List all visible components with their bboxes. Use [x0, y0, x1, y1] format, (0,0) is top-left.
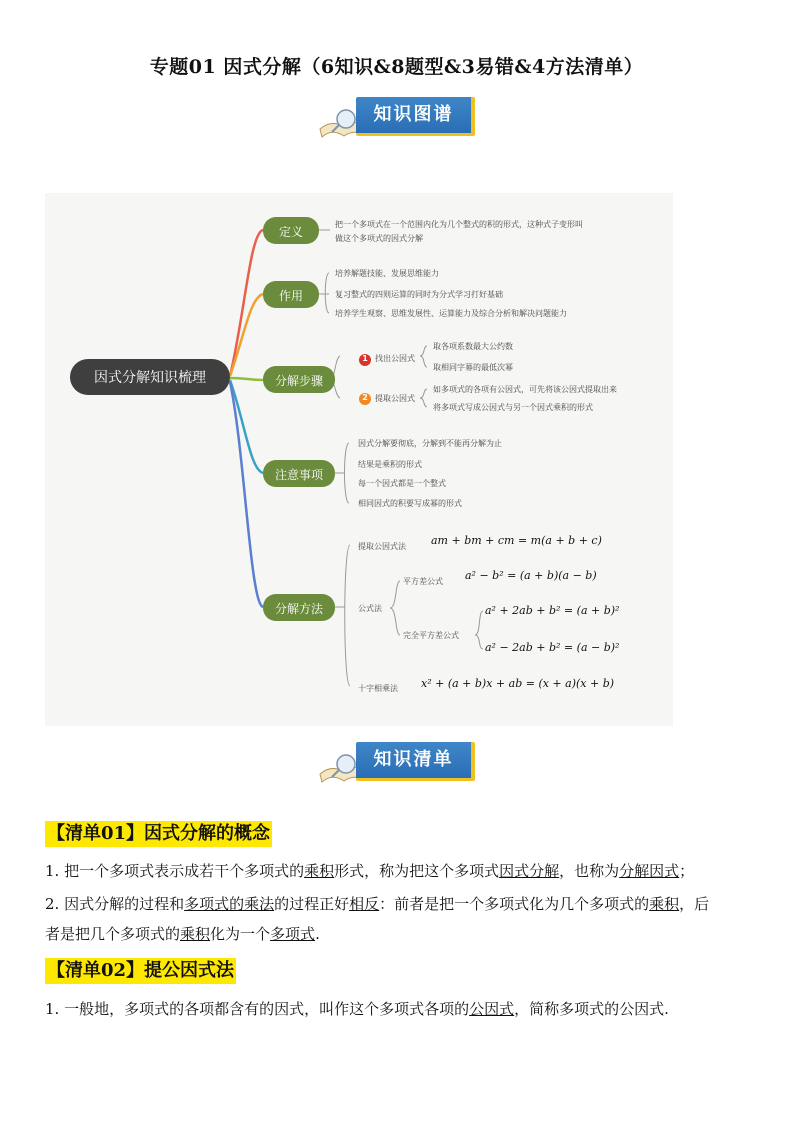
formula-cross-multiplication: x² + (a + b)x + ab = (x + a)(x + b): [421, 677, 615, 690]
key-term: 多项式: [270, 925, 316, 943]
paragraph-1: [45, 857, 753, 885]
formula-perfect-square-plus: a² + 2ab + b² = (a + b)²: [485, 604, 620, 617]
key-term: 公因式: [469, 1000, 515, 1018]
step-1: 找出公因式: [375, 354, 415, 363]
step-number-1: 1: [362, 354, 368, 363]
banner-label: 知识图谱: [356, 97, 475, 136]
node-steps: 分解步骤: [274, 374, 323, 388]
definition-text-2: 做这个多项式的因式分解: [335, 234, 423, 243]
purpose-item: 复习整式的四则运算的同时为分式学习打好基础: [335, 290, 503, 299]
step-2-b: 将多项式写成公因式与另一个因式乘积的形式: [433, 403, 593, 412]
step-2: 提取公因式: [375, 394, 415, 403]
method-common-factor: 提取公因式法: [358, 542, 406, 551]
text: 化为一个: [210, 925, 271, 943]
step-1-a: 取各项系数最大公约数: [433, 342, 513, 351]
section-heading-1: 【清单01】因式分解的概念: [45, 821, 272, 847]
section-banner-knowledge-list: [318, 742, 478, 786]
key-term: 多项式的乘法: [184, 895, 275, 913]
page-title: 专题01 因式分解（6知识&8题型&3易错&4方法清单）: [149, 56, 644, 78]
key-term: 乘积: [304, 862, 335, 880]
method-cross-multiplication: 十字相乘法: [358, 684, 398, 693]
text: .: [315, 925, 320, 943]
paragraph-3: [45, 995, 753, 1023]
text: 形式，称为把这个多项式: [334, 862, 500, 880]
text: ，也称为: [559, 862, 620, 880]
node-methods: 分解方法: [274, 602, 323, 616]
node-definition: 定义: [278, 225, 303, 239]
mind-root: 因式分解知识梳理: [94, 370, 206, 386]
text: ，后: [679, 895, 710, 913]
step-2-a: 如多项式的各项有公因式，可先将该公因式提取出来: [433, 385, 617, 394]
method-difference-of-squares: 平方差公式: [403, 577, 443, 586]
note-item: 相同因式的积要写成幂的形式: [358, 499, 462, 508]
text: 1. 一般地，多项式的各项都含有的因式，叫作这个多项式各项的: [45, 1000, 470, 1018]
section-banner-knowledge-map: [318, 97, 478, 141]
note-item: 每一个因式都是一个整式: [358, 479, 446, 488]
formula-common-factor: am + bm + cm = m(a + b + c): [431, 534, 602, 547]
paragraph-2: [45, 890, 753, 918]
text: 者是把几个多项式的: [45, 925, 181, 943]
text: 的过程正好: [274, 895, 350, 913]
note-item: 结果是乘积的形式: [358, 460, 422, 469]
text: 2. 因式分解的过程和: [45, 895, 185, 913]
step-1-b: 取相同字幕的最低次幂: [433, 363, 513, 372]
formula-perfect-square-minus: a² − 2ab + b² = (a − b)²: [485, 641, 620, 654]
paragraph-2-cont: [45, 920, 753, 948]
banner-label: 知识清单: [356, 742, 475, 781]
purpose-item: 培养解题技能、发展思维能力: [335, 269, 439, 278]
key-term: 分解因式: [619, 862, 680, 880]
text: 1. 把一个多项式表示成若干个多项式的: [45, 862, 305, 880]
key-term: 乘积: [180, 925, 211, 943]
text: ；: [679, 862, 695, 880]
text: ，简称多项式的公因式.: [514, 1000, 669, 1018]
node-purpose: 作用: [278, 289, 303, 303]
text: ：前者是把一个多项式化为几个多项式的: [379, 895, 650, 913]
definition-text-1: 把一个多项式在一个范围内化为几个整式的积的形式，这种式子变形叫: [335, 220, 583, 229]
method-formula: 公式法: [358, 604, 382, 613]
mind-map: [45, 193, 673, 726]
section-heading-2: 【清单02】提公因式法: [45, 958, 236, 984]
key-term: 因式分解: [499, 862, 560, 880]
method-perfect-square: 完全平方差公式: [403, 631, 459, 640]
purpose-item: 培养学生观察、思维发展性、运算能力及综合分析和解决问题能力: [335, 309, 567, 318]
key-term: 相反: [349, 895, 380, 913]
node-notes: 注意事项: [274, 468, 323, 482]
formula-difference-of-squares: a² − b² = (a + b)(a − b): [465, 569, 597, 582]
key-term: 乘积: [649, 895, 680, 913]
step-number-2: 2: [362, 393, 368, 402]
note-item: 因式分解要彻底，分解到不能再分解为止: [358, 439, 502, 448]
